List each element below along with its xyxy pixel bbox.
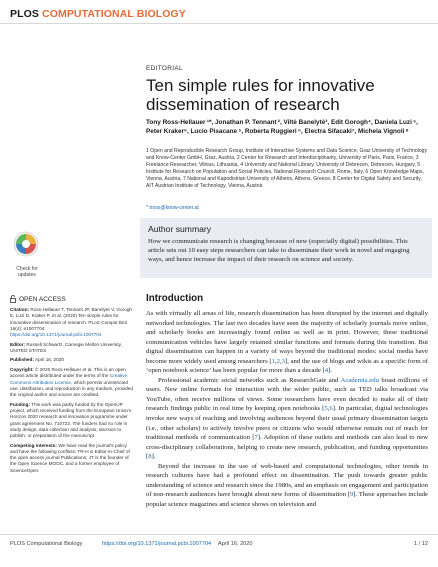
intro-p1-text-b: ], and the use of blogs and wikis as a specific form of ‘open notebook science’ has been popular for more than a decade [ xyxy=(146,357,428,375)
copyright-text-a: © 2020 Ross-Hellauer et al. This is an open access article distributed under the terms of the xyxy=(10,366,126,379)
copyright-label: Copyright: xyxy=(10,366,34,372)
intro-paragraph-3 xyxy=(146,462,428,510)
copyright-text-b: , which permits unrestricted use, distribution, and reproduction in any medium, provided the original author and source are credited. xyxy=(10,379,133,398)
editor-block xyxy=(10,342,135,355)
editor-text: Russell Schwartz, Carnegie Mellon University, UNITED STATES xyxy=(10,341,122,353)
footer-date: April 16, 2020 xyxy=(218,541,253,547)
academia-link[interactable]: Academia.edu xyxy=(340,376,379,384)
ref-link-5[interactable]: 5 xyxy=(324,405,328,413)
ref-link-3[interactable]: 3 xyxy=(281,357,285,365)
ref-link-7[interactable]: 7 xyxy=(254,434,258,442)
intro-p2-text-c: ]. In particular, digital technologies invoke new ways of reaching and involving audiences beyond their usual primary dissemination targets (i.e., other scholars) to actively involve peers or citizens who would otherwise remain out of reach for traditional methods of communication [ xyxy=(146,405,429,442)
competing-interests-label: Competing interests: xyxy=(10,442,57,448)
funding-text: This work was partly funded by the OpenUP project, which received funding from the European Union's Horizon 2020 research and innovation programme under grant agreement No. 710722. The funders had no role in study design, data collection and analysis, decision to publish, or preparation of the manuscript. xyxy=(10,401,132,439)
intro-p3-text-a: Beyond the increase in the use of web-based and computational technologies, other trends in research cultures have had a profound effect on dissemination. The push towards greater public understanding of science and research since the 1980s, and an emphasis on engagement and participation of non-research audiences have brought about new forms of dissemination [ xyxy=(146,462,428,499)
affiliations: 1 Open and Reproducible Research Group, Institute of Interactive Systems and Data Science, Graz University of Technology and Know-Center GmbH, Graz, Austria, 2 Center for Research and Interdisciplinarity, University of Paris, Paris, France, 3 Freelance Researcher, Vilnius, Lithuania, 4 University and National Library, University of Debrecen, Debrecen, Hungary, 5 Institute for Research on Population and Social Policies, National Research Council, Rome, Italy, 6 Open Knowledge Maps, Vienna, Austria, 7 National and Kapodistrian University of Athens, Athens, Greece, 8 Center for Digital Safety and Security, AIT Austrian Institute of Technology, Vienna, Austria xyxy=(146,148,428,190)
introduction-body xyxy=(146,309,428,509)
copyright-block xyxy=(10,367,135,398)
footer-divider xyxy=(0,534,438,535)
competing-interests-block xyxy=(10,443,135,474)
author-summary-text: How we communicate research is changing because of new (especially digital) possibilities. This article sets out 10 easy steps researchers can take to disseminate their work in novel and engaging ways, and hence increase the impact of their research on science and society. xyxy=(148,238,410,264)
intro-p1-text-c: ]. xyxy=(328,367,332,375)
funding-label: Funding: xyxy=(10,401,31,407)
open-lock-icon xyxy=(10,295,16,303)
intro-p2-text-a: Professional academic social networks such as ResearchGate and xyxy=(158,376,341,384)
author-summary-heading: Author summary xyxy=(148,224,212,234)
article-title: Ten simple rules for innovative dissemination of research xyxy=(146,76,375,114)
check-for-updates-badge[interactable] xyxy=(10,230,42,270)
article-metadata-sidebar xyxy=(10,307,135,477)
intro-p3-text-b: ]. These approaches include popular science magazines and science shows on television and xyxy=(146,491,428,508)
journal-masthead xyxy=(10,8,186,20)
ref-link-4[interactable]: 4 xyxy=(324,367,329,375)
published-block xyxy=(10,357,135,363)
citation-label: Citation: xyxy=(10,307,30,312)
intro-paragraph-1: As with virtually all areas of life, research dissemination has been disrupted by the internet and digitally networked technologies. The last two decades have seen the majority of scholarly journals move online, and scholarly books are increasingly found online as well as in print. However, these traditional communication vehicles have largely retained similar functions and formats during this transition. But digital dissemination can happen in a variety of ways beyond the traditional modes: social media have become more widely used among researchers [1,2,3], and the use of blogs and wikis as a specific form of ‘open notebook science’ has been popular for more than a decade [4]. xyxy=(146,310,428,375)
open-access-text: OPEN ACCESS xyxy=(19,295,66,303)
cc-license-link[interactable]: Creative Commons Attribution License xyxy=(10,373,128,385)
footer-doi-link[interactable]: https://doi.org/10.1371/journal.pcbi.1007704 xyxy=(102,541,212,547)
footer-journal: PLOS Computational Biology xyxy=(10,541,83,547)
funding-block xyxy=(10,402,135,440)
journal-name: COMPUTATIONAL BIOLOGY xyxy=(42,8,186,20)
corresponding-email[interactable]: * tross@know-center.at xyxy=(146,205,199,211)
intro-p2-text-d: ]. Adoption of these outlets and methods can also lead to new cross-disciplinary collaborations, helping to create new research, publication, and funding opportunities [ xyxy=(146,434,428,461)
open-access-label xyxy=(10,295,66,303)
footer-page-number: 1 / 12 xyxy=(414,541,428,547)
citation-text: Ross-Hellauer T, Tennant JP, Banelytė V, Gorogh E, Luzi D, Kraker P, et al. (2020) Ten simple rules for innovative dissemination of research. PLoS Comput Biol 16(4): e1007704. xyxy=(10,307,133,331)
intro-p1-text-a: As with virtually all areas of life, research dissemination has been disrupted by the internet and digitally networked technologies. The last two decades have seen the majority of scholarly journals move online, and scholarly books are increasingly found online as well as in print. However, these traditional communication vehicles have largely retained similar functions and formats during this transition. But digital dissemination can happen in a variety of ways beyond the traditional modes: social media have become more widely used among researchers [ xyxy=(146,310,428,365)
section-label: EDITORIAL xyxy=(146,65,183,72)
check-for-updates-label: Check for updates xyxy=(16,266,38,278)
published-date: April 16, 2020 xyxy=(35,357,64,363)
ref-link-8[interactable]: 8 xyxy=(148,453,152,461)
ref-link-2[interactable]: 2 xyxy=(276,357,280,365)
published-label: Published: xyxy=(10,357,34,363)
introduction-heading: Introduction xyxy=(146,293,204,304)
editor-label: Editor: xyxy=(10,341,26,347)
ref-link-9[interactable]: 9 xyxy=(349,491,354,499)
check-for-updates-icon xyxy=(10,230,42,266)
citation-block xyxy=(10,307,135,338)
journal-plos: PLOS xyxy=(10,8,39,20)
competing-interests-text: We have read the journal's policy and have the following conflicts: TR-H is Editor-in-Chief of the open access journal Publications; JT is the founder of the Open Science MOOC, and a former employee of ScienceOpen. xyxy=(10,442,130,473)
citation-doi-link[interactable]: https://doi.org/10.1371/journal.pcbi.1007704 xyxy=(10,332,102,338)
author-list: Tony Ross-Hellauer ¹*, Jonathan P. Tennant ², Viltė Banelytė³, Edit Gorogh⁴, Daniela Luzi ⁵, Peter Kraker⁶, Lucio Pisacane ⁵, Roberta Ruggieri ⁵, Electra Sifacaki⁷, Michela Vignoli ⁸ xyxy=(146,119,418,135)
intro-paragraph-2: Professional academic social networks such as ResearchGate and Academia.edu boast millions of users. New online formats for interaction with the wider public, such as TED talks broadcast via YouTube, often receive millions of views. Some researchers have even decided to make all of their research findings public in real time by keeping open notebooks [5,6]. In particular, digital technologies invoke new ways of reaching and involving audiences beyond their usual primary dissemination targets (i.e., other scholars) to actively involve peers or citizens who would otherwise remain out of reach for traditional methods of communication [7]. Adoption of these outlets and methods can also lead to new cross-disciplinary collaborations, helping to create new research, publication, and funding opportunities [8]. xyxy=(146,376,429,461)
ref-link-1[interactable]: 1 xyxy=(271,357,275,365)
intro-p2-text-b: boast millions of users. New online formats for interaction with the wider public, such as TED talks broadcast via YouTube, often receive millions of views. Some researchers have even decided to make all of their research findings public in real time by keeping open notebooks [ xyxy=(146,376,428,413)
ref-link-6[interactable]: 6 xyxy=(329,405,333,413)
intro-p2-text-e: ]. xyxy=(151,453,156,461)
header-divider xyxy=(0,23,438,24)
